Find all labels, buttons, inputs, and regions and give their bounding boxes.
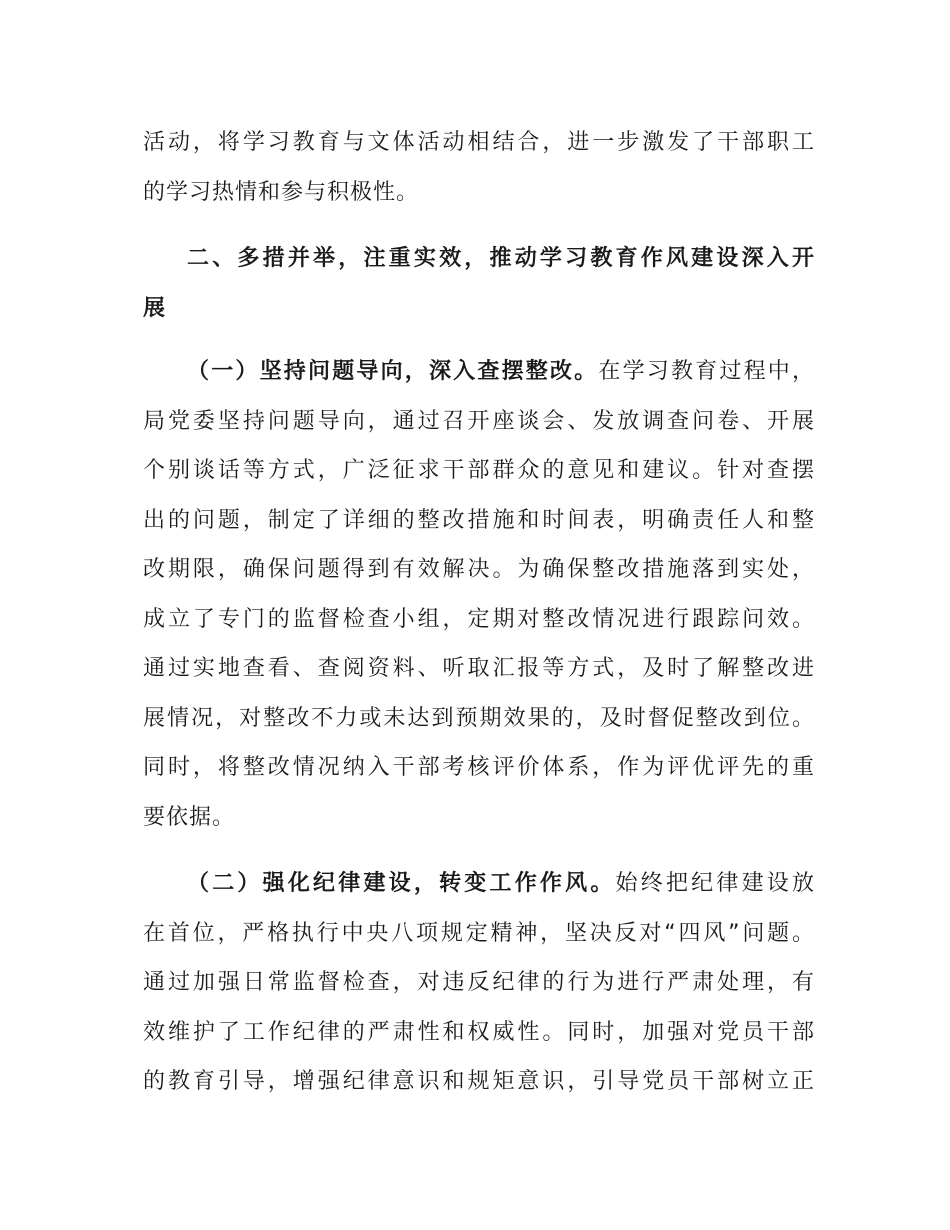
text-line: 活动，将学习教育与文体活动相结合，进一步激发了干部职工 — [143, 130, 815, 155]
heading-line: 展 — [143, 295, 167, 321]
text-line: 的教育引导，增强纪律意识和规矩意识，引导党员干部树立正 — [143, 1069, 815, 1094]
subsection-2-title: （二）强化纪律建设，转变工作作风。 — [187, 871, 616, 896]
text-line — [143, 347, 815, 397]
text-line: 在首位，严格执行中央八项规定精神，坚决反对“四风”问题。 — [143, 920, 815, 946]
text-line: 出的问题，制定了详细的整改措施和时间表，明确责任人和整 — [143, 507, 815, 533]
text-line: 个别谈话等方式，广泛征求干部群众的意见和建议。针对查摆 — [143, 458, 815, 483]
subsection-1-title: （一）坚持问题导向，深入查摆整改。 — [187, 359, 599, 384]
subsection-2-paragraph — [143, 859, 815, 1107]
text-line: 成立了专门的监督检查小组，定期对整改情况进行跟踪问效。 — [143, 606, 815, 632]
text-line: 通过实地查看、查阅资料、听取汇报等方式，及时了解整改进 — [143, 656, 815, 681]
subsection-2-first-line: 始终把纪律建设放 — [615, 871, 815, 896]
paragraph-intro — [143, 118, 815, 217]
text-line: 要依据。 — [143, 804, 236, 830]
heading-line: 二、多措并举，注重实效，推动学习教育作风建设深入开 — [187, 246, 815, 271]
text-line: 局党委坚持问题导向，通过召开座谈会、发放调查问卷、开展 — [143, 408, 815, 434]
section-heading — [143, 234, 815, 333]
text-line: 同时，将整改情况纳入干部考核评价体系，作为评优评先的重 — [143, 755, 815, 780]
subsection-1-paragraph — [143, 347, 815, 842]
text-line: 效维护了工作纪律的严肃性和权威性。同时，加强对党员干部 — [143, 1019, 815, 1045]
text-line — [143, 859, 815, 909]
text-line: 展情况，对整改不力或未达到预期效果的，及时督促整改到位。 — [143, 705, 815, 731]
text-line: 改期限，确保问题得到有效解决。为确保整改措施落到实处， — [143, 557, 815, 582]
text-line: 的学习热情和参与积极性。 — [143, 179, 420, 205]
text-line: 通过加强日常监督检查，对违反纪律的行为进行严肃处理，有 — [143, 970, 815, 995]
subsection-1-first-line: 在学习教育过程中， — [598, 359, 815, 384]
